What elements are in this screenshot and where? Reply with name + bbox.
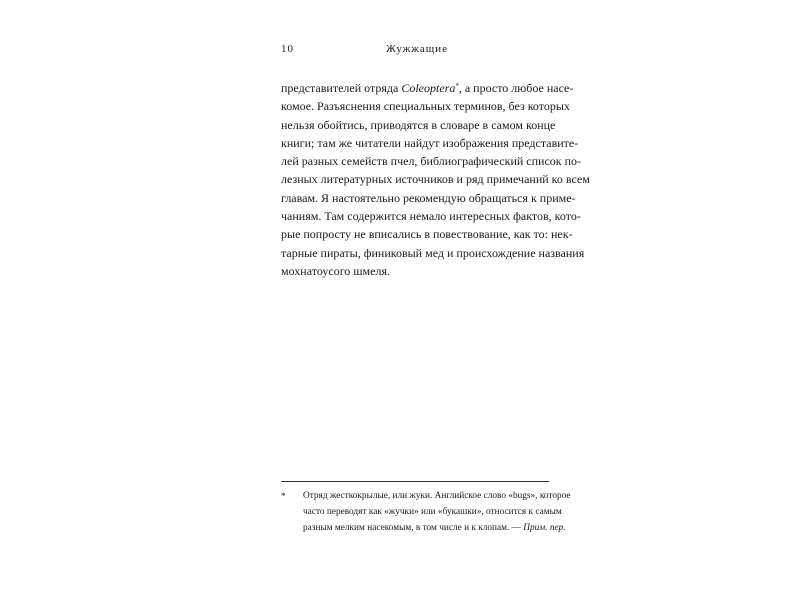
footnote-text [303, 488, 571, 537]
body-line: главам. Я настоятельно рекомендую обращаться к приме- [281, 190, 576, 205]
body-line: лей разных семейств пчел, библиографический список по- [281, 154, 582, 169]
footnote-line: разным мелким насекомым, в том числе и к клопам. — Прим. пер. [303, 523, 566, 534]
body-line: представителей отряда Coleoptera*, а просто любое насе- [281, 81, 574, 95]
running-title: Жужжащие [386, 43, 448, 55]
translator-note: Прим. пер. [523, 523, 566, 534]
latin-term: Coleoptera [401, 81, 456, 95]
body-line: нельзя обойтись, приводятся в словаре в самом конце [281, 117, 556, 132]
running-head [281, 43, 549, 59]
footnote-marker: * [281, 491, 286, 501]
footnote-divider [281, 481, 549, 482]
body-line: тарные пираты, финиковый мед и происхождение названия [281, 245, 585, 260]
body-line: мохнатоусого шмеля. [281, 263, 390, 278]
page-number: 10 [281, 43, 294, 55]
body-line: рые попросту не вписались в повествование, как то: нек- [281, 227, 573, 242]
footnote-ref: * [455, 82, 459, 90]
body-line: чаниям. Там содержится немало интересных фактов, кото- [281, 209, 581, 224]
footnote-line: Отряд жесткокрылые, или жуки. Английское слово «bugs», которое [303, 491, 571, 501]
body-line: лезных литературных источников и ряд примечаний ко всем [281, 172, 590, 187]
footnote-line: часто переводят как «жучки» или «букашки», относится к самым [303, 507, 562, 518]
body-line: книги; там же читатели найдут изображения представите- [281, 135, 579, 150]
body-line: комое. Разъяснения специальных терминов, без которых [281, 99, 570, 114]
body-text [281, 79, 590, 280]
